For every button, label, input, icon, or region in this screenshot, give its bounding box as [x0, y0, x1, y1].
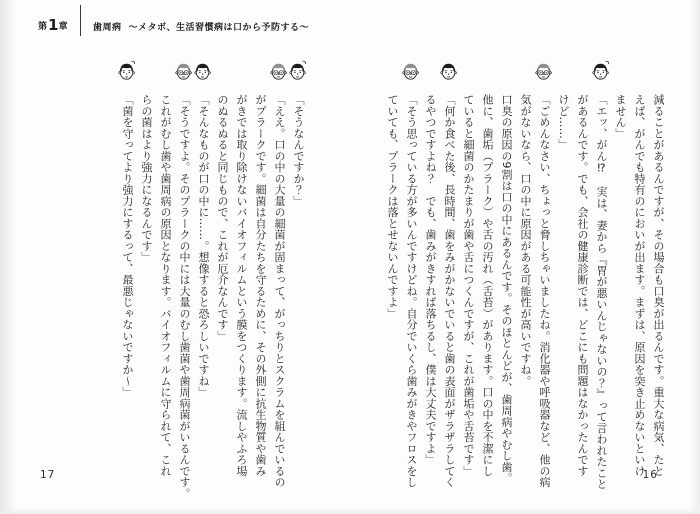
book-edge-bottom [0, 507, 700, 514]
column-text: 口臭の原因の9割は口の中にあるんです。そのほとんどが、歯周病やむし歯。 [500, 94, 513, 484]
text-column [251, 94, 270, 484]
text-column [118, 94, 137, 484]
doctor-icon [174, 60, 192, 81]
page-number-right: 16 [642, 469, 658, 481]
column-text: るやつですよね？ でも、歯みがきすれば落ちるし、僕は大丈夫ですよ」 [424, 94, 437, 466]
column-text: のぬるぬると同じもので、これが厄介なんです」 [216, 94, 229, 342]
text-column [421, 94, 440, 484]
doctor-icon [401, 60, 419, 81]
column-text: 「ええ。口の中の大量の細菌が固まって、がっちりとスクラムを組んでいるの [273, 94, 286, 488]
column-text: らの菌はより強力になるんです」 [140, 94, 153, 263]
text-column [137, 94, 156, 484]
text-column [516, 94, 535, 484]
column-text: 他に、歯垢（プラーク）や舌の汚れ（舌苔）があります。口の中を不潔にし [481, 94, 494, 477]
text-column [289, 94, 308, 484]
chapter-number: 1 [48, 16, 59, 34]
book-edge-left [0, 0, 16, 514]
section-subtitle: 〜メタボ、生活習慣病は口から予防する〜 [128, 23, 310, 33]
text-column [592, 94, 611, 490]
column-text: 減ることがあるんですが、その場合も口臭が出るんです。重大な病気、たと [652, 94, 665, 477]
page-left-columns [118, 94, 308, 499]
doctor-icon [269, 60, 287, 81]
column-text: えば、がんでも特有のにおいが出ます。まずは、原因を突き止めないといけ [633, 94, 646, 477]
text-column [630, 94, 649, 484]
patient-icon [117, 60, 135, 81]
column-text: 「ごめんなさい、ちょっと脅しちゃいましたね。消化器や呼吸器など、他の病 [538, 94, 551, 488]
text-column [649, 94, 668, 484]
column-text: ていると細菌のかたまりが歯や舌につくんですが、これが歯垢や舌苔です」 [462, 94, 475, 477]
column-text: 「そう思っている方が多いんですけどね。自分でいくら歯みがきやフロスをし [405, 94, 418, 488]
doctor-icon [534, 60, 552, 81]
text-column [611, 94, 630, 484]
text-column [156, 94, 175, 484]
chapter-prefix: 第 [38, 22, 49, 32]
running-head-title [93, 20, 309, 33]
column-text: 「エッ、がん⁉ 実は、妻から『胃が悪いんじゃないの？』って言われたこと [595, 94, 608, 490]
column-text: がきでは取り除けないバイオフィルムという膜をつくります。流しやふろ場 [235, 94, 248, 477]
text-column [175, 94, 194, 499]
text-column [440, 94, 459, 488]
text-column [194, 94, 213, 484]
text-column [383, 94, 402, 484]
column-text: 「そうなんですか？」 [292, 94, 305, 207]
column-text: 「そんなものが口の中に……。想像すると恐ろしいですね」 [197, 94, 210, 398]
text-column [213, 94, 232, 484]
text-column [535, 94, 554, 488]
text-column [554, 94, 573, 484]
page-right-columns [383, 94, 668, 490]
patient-icon [591, 60, 609, 81]
patient-icon [288, 60, 306, 81]
text-column [497, 94, 516, 484]
patient-icon [193, 60, 211, 81]
column-text: 気がないなら、口の中に原因がある可能性が高いですね。 [519, 94, 532, 387]
column-text: ていても、プラークは落とせないんですよ」 [386, 94, 399, 319]
book-edge-right [690, 0, 700, 514]
header-divider [80, 5, 81, 36]
column-text: があるんです。でも、会社の健康診断では、どこにも問題はなかったんです [576, 94, 589, 477]
column-text: 「何か食べた後、長時間、歯をみがかないでいると歯の表面がザラザラしてく [443, 94, 456, 488]
text-column [270, 94, 289, 488]
page-number-left: 17 [40, 469, 56, 481]
chapter-suffix: 章 [58, 22, 69, 32]
text-column [573, 94, 592, 484]
column-text: これがむし歯や歯周病の原因となります。バイオフィルムに守られて、これ [159, 94, 172, 477]
patient-icon [439, 60, 457, 81]
text-column [459, 94, 478, 484]
column-text: ません」 [614, 94, 627, 139]
column-text: 「菌を守ってより強力にするって、最悪じゃないですか〜」 [121, 94, 134, 398]
column-text: がプラークです。細菌は自分たちを守るために、その外側に抗生物質や歯み [254, 94, 267, 477]
section-title: 歯周病 [93, 23, 122, 33]
column-text: 「そうですよ。そのプラークの中には大量のむし歯菌や歯周病菌がいるんです。 [178, 94, 191, 499]
text-column [478, 94, 497, 484]
text-column [232, 94, 251, 484]
chapter-label [38, 16, 68, 34]
text-column [402, 94, 421, 488]
column-text: けど……」 [557, 94, 570, 151]
